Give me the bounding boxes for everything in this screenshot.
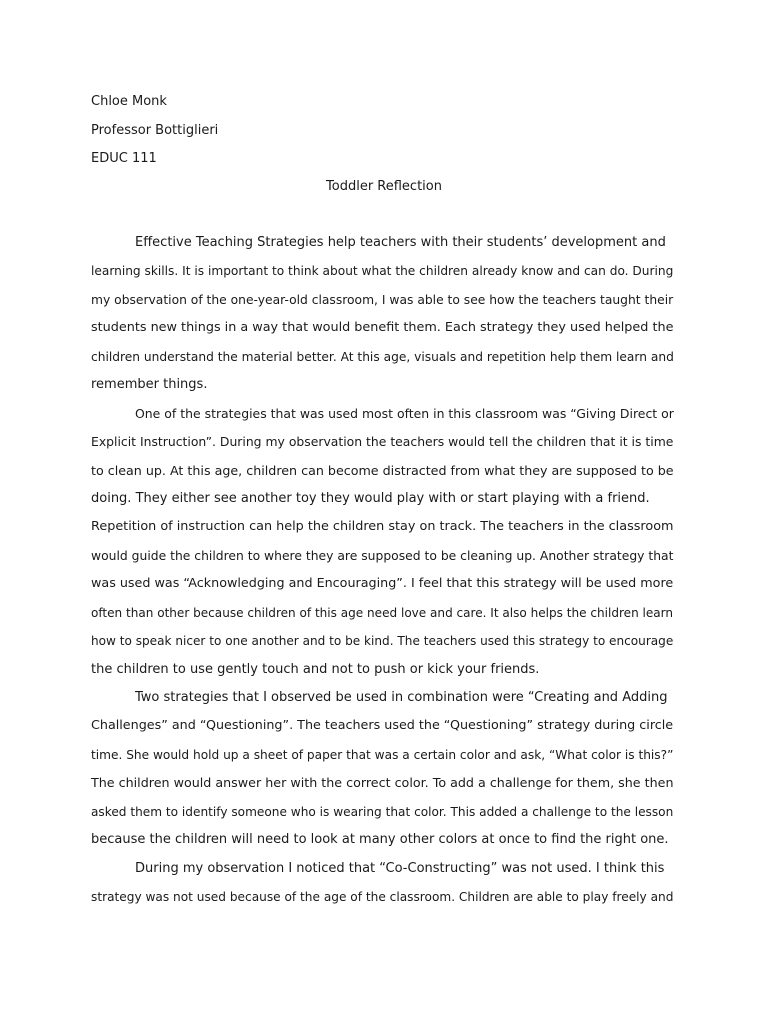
document-header: [91, 93, 691, 179]
paragraph-line: to clean up. At this age, children can become distracted from what they are supposed to be: [91, 462, 674, 478]
paragraph-line: learning skills. It is important to think about what the children already know and can do. During: [91, 264, 674, 279]
paragraph-line: would guide the children to where they are supposed to be cleaning up. Another strategy that: [91, 548, 674, 563]
paragraph-line: Effective Teaching Strategies help teachers with their students’ development and: [135, 235, 666, 250]
paragraph-line: The children would answer her with the correct color. To add a challenge for them, she then: [91, 775, 674, 791]
paragraph-line: because the children will need to look at many other colors at once to find the right one.: [91, 832, 669, 848]
paragraph-line: time. She would hold up a sheet of paper that was a certain color and ask, “What color is this?”: [91, 747, 674, 762]
course-code: EDUC 111: [91, 151, 157, 166]
author-name: Chloe Monk: [91, 94, 167, 109]
paragraph-line: Explicit Instruction”. During my observation the teachers would tell the children that it is time: [91, 434, 674, 450]
paragraph-line: children understand the material better. At this age, visuals and repetition help them learn and: [91, 349, 674, 364]
paragraph-line: often than other because children of this age need love and care. It also helps the children learn: [91, 605, 674, 620]
document-body: [91, 234, 677, 917]
paragraph-line: One of the strategies that was used most often in this classroom was “Giving Direct or: [135, 405, 674, 421]
paragraph-line: During my observation I noticed that “Co-Constructing” was not used. I think this: [135, 860, 665, 876]
paragraph-line: remember things.: [91, 377, 208, 393]
paragraph-line: the children to use gently touch and not to push or kick your friends.: [91, 661, 540, 677]
paragraph-line: my observation of the one-year-old classroom, I was able to see how the teachers taught their: [91, 292, 674, 307]
paragraph-line: was used was “Acknowledging and Encouraging”. I feel that this strategy will be used more: [91, 576, 674, 592]
paragraph-line: strategy was not used because of the age of the classroom. Children are able to play freely and: [91, 890, 674, 905]
paragraph-line: Challenges” and “Questioning”. The teachers used the “Questioning” strategy during circle: [91, 718, 674, 734]
paragraph-line: Repetition of instruction can help the children stay on track. The teachers in the classroom: [91, 519, 674, 535]
paragraph-line: how to speak nicer to one another and to be kind. The teachers used this strategy to encourage: [91, 634, 674, 649]
document-title: Toddler Reflection: [326, 179, 442, 194]
paragraph-line: students new things in a way that would benefit them. Each strategy they used helped the: [91, 320, 674, 336]
professor-name: Professor Bottiglieri: [91, 122, 219, 138]
paragraph-line: Two strategies that I observed be used in combination were “Creating and Adding: [135, 690, 668, 705]
paragraph-line: doing. They either see another toy they would play with or start playing with a friend.: [91, 490, 650, 506]
paragraph-line: asked them to identify someone who is wearing that color. This added a challenge to the lesson: [91, 804, 674, 819]
